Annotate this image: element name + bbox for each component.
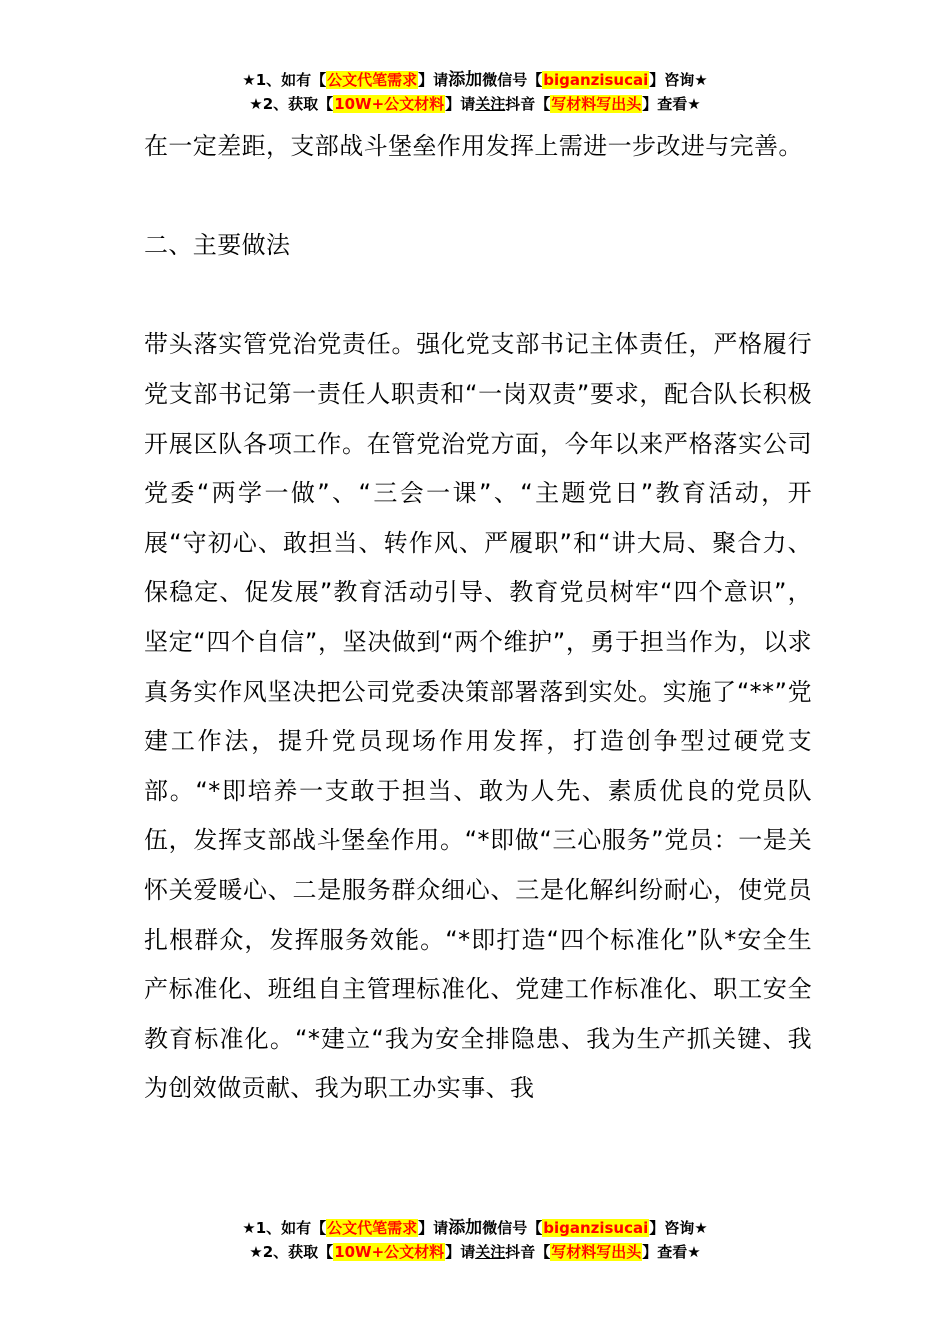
banner-emphasis: 添加	[448, 1218, 483, 1238]
banner-emphasis: 关注	[475, 95, 506, 113]
continuation-paragraph: 在一定差距，支部战斗堡垒作用发挥上需进一步改进与完善。	[144, 132, 803, 160]
banner-highlight: biganzisucai	[543, 1219, 649, 1237]
banner-text: 抖音【	[505, 95, 551, 113]
section-heading: 二、主要做法	[144, 231, 291, 260]
banner-text: ★1、如有【	[242, 71, 327, 89]
banner-highlight: 10W+公文材料	[334, 95, 445, 113]
body-paragraph: 带头落实管党治党责任。强化党支部书记主体责任，严格履行党支部书记第一责任人职责和“一岗双责”要求，配合队长积极开展区队各项工作。在管党治党方面，今年以来严格落实公司党委“两学一做”、“三会一课”、“主题党日”教育活动，开展“守初心、敢担当、转作风、严履职”和“讲大局、聚合力、保稳定、促发展”教育活动引导、教育党员树牢“四个意识”，坚定“四个自信”，坚决做到“两个维护”，勇于担当作为，以求真务实作风坚决把公司党委决策部署落到实处。实施了“**”党建工作法，提升党员现场作用发挥，打造创争型过硬党支部。“*即培养一支敢于担当、敢为人先、素质优良的党员队伍，发挥支部战斗堡垒作用。“*即做“三心服务”党员：一是关怀关爱暖心、二是服务群众细心、三是化解纠纷耐心，使党员扎根群众，发挥服务效能。“*即打造“四个标准化”队*安全生产标准化、班组自主管理标准化、党建工作标准化、职工安全教育标准化。“*建立“我为安全排隐患、我为生产抓关键、我为创效做贡献、我为职工办实事、我	[144, 330, 812, 1103]
banner-highlight: 写材料写出头	[551, 1243, 642, 1261]
banner-line-1	[0, 68, 950, 92]
banner-text: 微信号【	[482, 1219, 543, 1237]
banner-text: 】请	[418, 1219, 449, 1237]
banner-line-1	[0, 1216, 950, 1240]
banner-text: 】请	[418, 71, 449, 89]
banner-line-2	[0, 1240, 950, 1264]
banner-highlight: 写材料写出头	[551, 95, 642, 113]
banner-text: ★2、获取【	[249, 1243, 334, 1261]
banner-highlight: 公文代笔需求	[327, 1219, 418, 1237]
banner-text: 】请	[445, 1243, 476, 1261]
banner-text: 抖音【	[505, 1243, 551, 1261]
banner-highlight: 公文代笔需求	[327, 71, 418, 89]
banner-text: 】请	[445, 95, 476, 113]
banner-text: 】咨询★	[649, 1219, 708, 1237]
banner-text: ★2、获取【	[249, 95, 334, 113]
banner-emphasis: 添加	[448, 70, 483, 90]
banner-highlight: biganzisucai	[543, 71, 649, 89]
banner-highlight: 10W+公文材料	[334, 1243, 445, 1261]
banner-text: 】查看★	[642, 1243, 701, 1261]
banner-text: 微信号【	[482, 71, 543, 89]
document-body	[144, 122, 812, 1114]
banner-emphasis: 关注	[475, 1243, 506, 1261]
banner-text: 】咨询★	[649, 71, 708, 89]
banner-text: 】查看★	[642, 95, 701, 113]
header-banner	[0, 68, 950, 116]
banner-text: ★1、如有【	[242, 1219, 327, 1237]
banner-line-2	[0, 92, 950, 116]
footer-banner	[0, 1216, 950, 1264]
